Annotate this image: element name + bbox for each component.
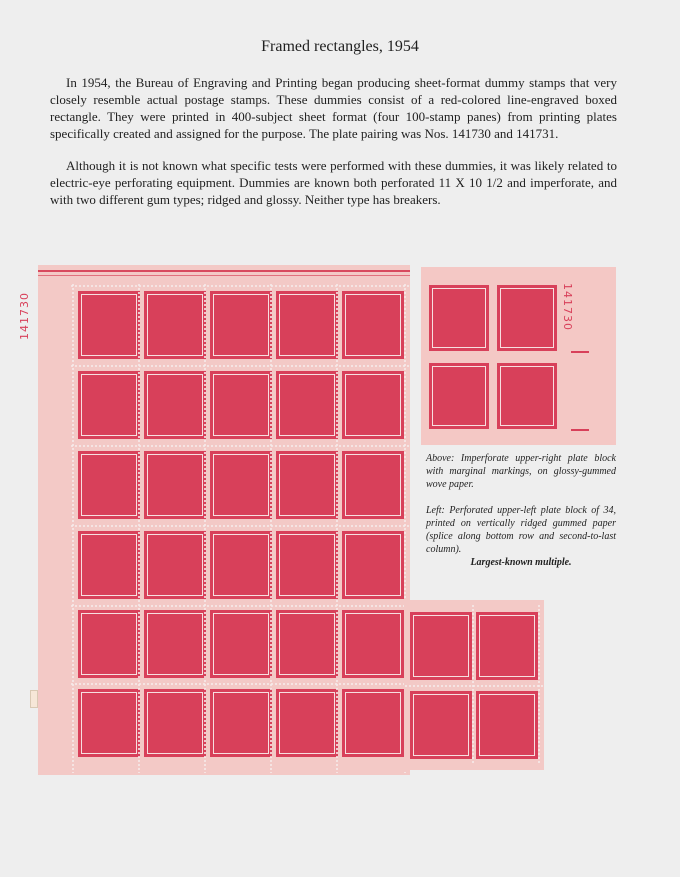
- stamp: [276, 371, 338, 439]
- stamp: [78, 291, 140, 359]
- stamp: [497, 363, 557, 429]
- stamp: [276, 531, 338, 599]
- stamp: [210, 371, 272, 439]
- perforation-row: [70, 605, 410, 607]
- stamp: [342, 610, 404, 678]
- plate-number-right: 141730: [561, 283, 574, 331]
- plate-number-left: 141730: [18, 292, 31, 340]
- stamp: [276, 689, 338, 757]
- caption-highlight: Largest-known multiple.: [470, 557, 572, 568]
- perforation-row: [472, 604, 474, 764]
- sheet-top-rule: [38, 270, 410, 272]
- sheet-top-rule-thin: [38, 275, 410, 276]
- stamp: [78, 610, 140, 678]
- perforation-row: [70, 525, 410, 527]
- stamp: [342, 451, 404, 519]
- stamp: [144, 531, 206, 599]
- marginal-marking: [571, 351, 589, 353]
- perforation-row: [70, 285, 410, 287]
- stamp: [78, 531, 140, 599]
- stamp: [144, 689, 206, 757]
- stamp: [78, 451, 140, 519]
- stamp: [144, 371, 206, 439]
- stamp: [497, 285, 557, 351]
- stamp: [429, 363, 489, 429]
- stamp: [144, 291, 206, 359]
- perforation-row: [138, 283, 140, 773]
- perforation-row: [70, 683, 410, 685]
- perforation-row: [270, 283, 272, 773]
- stamp: [210, 291, 272, 359]
- perforation-row: [204, 283, 206, 773]
- caption-left: Left: Perforated upper-left plate block of 34, printed on vertically ridged gummed paper (splice along bottom row and second-to-last column).: [426, 505, 616, 555]
- perforation-row: [70, 445, 410, 447]
- stamp: [78, 689, 140, 757]
- stamp: [342, 291, 404, 359]
- page-title: Framed rectangles, 1954: [261, 38, 419, 55]
- perforation-row: [538, 604, 540, 764]
- stamp: [210, 531, 272, 599]
- stamp: [342, 371, 404, 439]
- perforation-row: [72, 283, 74, 773]
- stamp: [276, 451, 338, 519]
- stamp: [276, 291, 338, 359]
- stamp: [476, 612, 538, 680]
- stamp: [210, 451, 272, 519]
- stamp: [429, 285, 489, 351]
- paper-splice: [30, 690, 38, 708]
- intro-paragraph-text: In 1954, the Bureau of Engraving and Printing began producing sheet-format dummy stamps that very closely resemble actual postage stamps. These dummies consist of a red-colored line-engraved boxed rectangle. They were printed in 400-subject sheet format (four 100-stamp panes) from printing plates specifically created and assigned for the purpose. The plate pairing was Nos. 141730 and 141731.: [50, 75, 617, 141]
- perforation-row: [70, 365, 410, 367]
- stamp: [342, 689, 404, 757]
- stamp: [144, 610, 206, 678]
- intro-paragraph: [50, 74, 617, 142]
- stamp: [78, 371, 140, 439]
- stamp: [342, 531, 404, 599]
- perforated-plate-block: [38, 265, 410, 775]
- stamp: [410, 691, 472, 759]
- imperforate-plate-block: [421, 267, 616, 445]
- perforation-row: [404, 685, 544, 687]
- stamp: [144, 451, 206, 519]
- stamp: [410, 612, 472, 680]
- stamp: [210, 610, 272, 678]
- caption-above: Above: Imperforate upper-right plate block with marginal markings, on glossy-gummed wove paper.: [426, 453, 616, 490]
- stamp: [476, 691, 538, 759]
- perforated-plate-block-extension: [404, 600, 544, 770]
- perforation-row: [336, 283, 338, 773]
- marginal-marking: [571, 429, 589, 431]
- testing-paragraph: [50, 157, 617, 208]
- testing-paragraph-text: Although it is not known what specific tests were performed with these dummies, it was likely related to electric-eye perforating equipment. Dummies are known both perforated 11 X 10 1/2 and imperforate, and with two different gum types; ridged and glossy. Neither type has breakers.: [50, 158, 617, 207]
- stamp: [210, 689, 272, 757]
- stamp: [276, 610, 338, 678]
